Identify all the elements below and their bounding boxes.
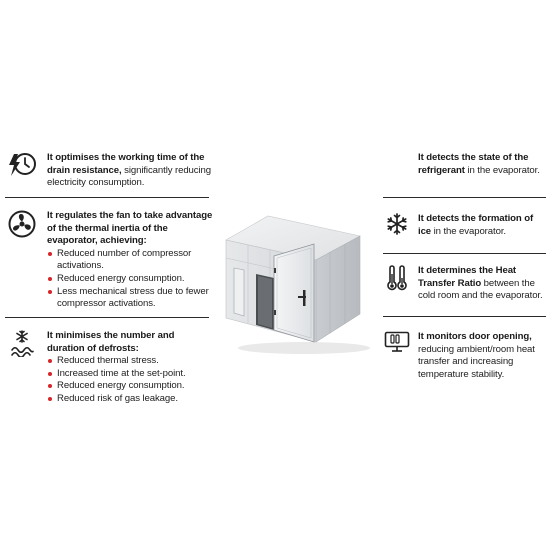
snowflake-icon	[386, 213, 408, 235]
feature-fan-bullets	[47, 248, 213, 311]
feature-heat-transfer-ratio	[418, 265, 548, 303]
feature-door-rest: reducing ambient/room heat transfer and increasing temperature stability.	[418, 343, 535, 380]
lightning-clock-icon	[6, 150, 38, 180]
bullet-item: Reduced energy consumption.	[47, 380, 213, 393]
divider-right-2	[383, 253, 546, 254]
fan-icon	[8, 210, 36, 238]
defrost-icon	[9, 329, 35, 357]
feature-ice-rest: in the evaporator.	[431, 225, 506, 237]
feature-drain-resistance-rest: significantly reducing electricity consumption.	[47, 164, 211, 189]
bullet-item: Reduced thermal stress.	[47, 355, 213, 368]
bullet-item: Reduced energy consumption.	[47, 273, 213, 286]
feature-ice-bold: It detects the formation of ice	[418, 213, 534, 237]
divider-right-1	[383, 197, 546, 198]
feature-refrigerant-state	[418, 152, 546, 177]
divider-left-2	[5, 317, 209, 318]
door-monitor-icon	[384, 331, 410, 353]
bullet-item: Increased time at the set-point.	[47, 368, 213, 381]
feature-defrost	[47, 330, 213, 406]
feature-refrigerant-rest: in the evaporator.	[464, 164, 540, 176]
feature-fan-regulation	[47, 210, 213, 311]
cold-room-image	[212, 210, 372, 360]
bullet-item: Less mechanical stress due to fewer compressor activations.	[47, 286, 213, 311]
feature-door-bold: It monitors door opening,	[418, 331, 532, 342]
feature-drain-resistance-bold: It optimises the working time of the drain resistance,	[47, 152, 205, 176]
feature-drain-resistance-text	[47, 152, 215, 190]
feature-heat-transfer-bold: It determines the Heat Transfer Ratio	[418, 265, 517, 289]
divider-right-3	[383, 316, 546, 317]
bullet-item: Reduced number of compressor activations.	[47, 248, 213, 273]
feature-heat-transfer-rest: between the cold room and the evaporator.	[418, 277, 543, 302]
feature-door-monitoring	[418, 331, 544, 381]
feature-defrost-bold: It minimises the number and duration of defrosts:	[47, 330, 175, 354]
feature-fan-regulation-bold: It regulates the fan to take advantage of the thermal inertia of the evaporator, achieving:	[47, 210, 213, 247]
thermometers-icon	[386, 265, 408, 293]
bullet-item: Reduced risk of gas leakage.	[47, 393, 213, 406]
divider-left-1	[5, 197, 209, 198]
feature-refrigerant-bold: It detects the state of the refrigerant	[418, 152, 529, 176]
feature-ice-detection	[418, 213, 546, 238]
feature-defrost-bullets	[47, 355, 213, 405]
